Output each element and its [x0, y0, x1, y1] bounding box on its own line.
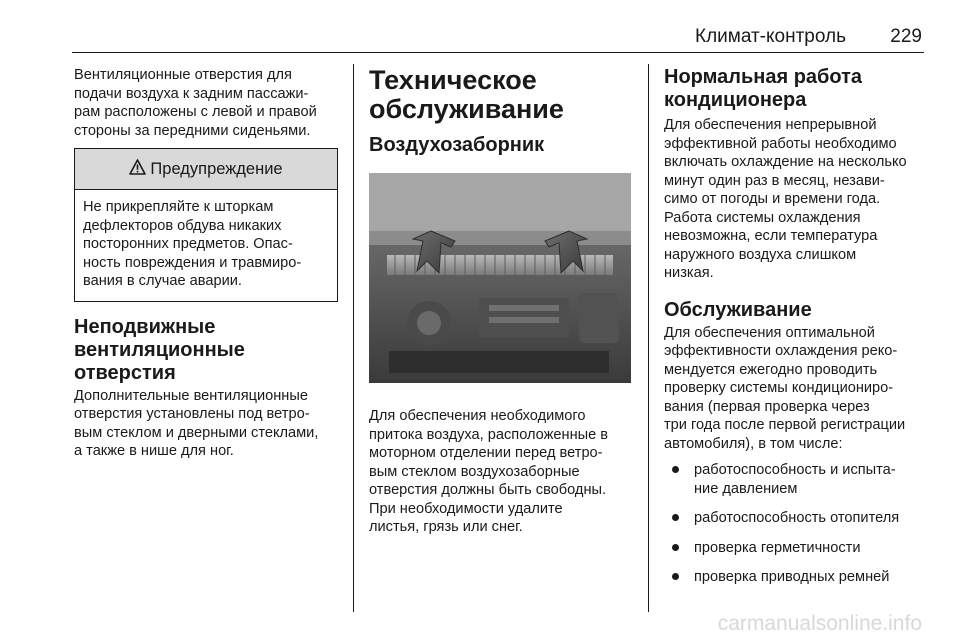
air-intake-heading: Воздухозаборник [369, 134, 545, 156]
normal-operation-heading: Нормальная работа кондиционера [664, 66, 863, 111]
bullet-dot-icon [672, 573, 679, 580]
column-divider-right [648, 64, 649, 612]
rear-vents-paragraph: Вентиляционные отверстия для подачи воздуха к задним пассажи- рам расположены с левой и правой стороны за передними сиденьями. [74, 67, 317, 139]
list-item: работоспособность отопителя [664, 509, 926, 528]
column-divider-left [353, 64, 354, 612]
maintenance-heading: Техническое обслуживание [369, 65, 564, 124]
watermark: carmanualsonline.info [717, 612, 922, 635]
column-3 [664, 66, 926, 598]
fixed-vents-heading: Неподвижные вентиляционные отверстия [74, 315, 245, 384]
page-header [72, 0, 924, 53]
service-checklist [664, 461, 926, 587]
warning-text: Не прикрепляйте к шторкам дефлекторов обдува никаких посторонних предметов. Опас- ность повреждения и травмиро- вания в случае аварии. [83, 199, 302, 289]
list-item: работоспособность и испыта- ние давлением [664, 461, 926, 498]
bullet-dot-icon [672, 466, 679, 473]
list-item: проверка приводных ремней [664, 568, 926, 587]
warning-box [74, 148, 338, 302]
page-number: 229 [890, 26, 922, 47]
bullet-dot-icon [672, 544, 679, 551]
service-heading: Обслуживание [664, 298, 812, 321]
bullet-dot-icon [672, 514, 679, 521]
normal-operation-paragraph: Для обеспечения непрерывной эффективной работы необходимо включать охлаждение на несколько минут один раз в месяц, незави- симо от погоды и времени года. Работа системы охлаждения невозможна, если температура наружного воздуха слишком низкая. [664, 117, 907, 281]
warning-header [75, 149, 337, 190]
column-2 [369, 66, 634, 537]
fixed-vents-paragraph: Дополнительные вентиляционные отверстия установлены под ветро- вым стеклом и дверными стеклами, а также в нише для ног. [74, 387, 319, 459]
air-intake-paragraph: Для обеспечения необходимого притока воздуха, расположенные в моторном отделении перед ветро- вым стеклом воздухозаборные отверстия должны быть свободны. При необходимости удалите листья, грязь или снег. [369, 408, 609, 535]
warning-title: Предупреждение [150, 159, 283, 178]
service-paragraph: Для обеспечения оптимальной эффективности охлаждения реко- мендуется ежегодно проводить проверку системы кондициониро- вания (первая проверка через три года после первой регистрации автомобиля), в том числе: [664, 324, 906, 452]
column-1 [74, 66, 344, 461]
chapter-title: Климат-контроль [695, 26, 846, 47]
warning-triangle-icon [129, 159, 146, 180]
warning-body [75, 190, 337, 301]
list-item: проверка герметичности [664, 539, 926, 558]
engine-bay-photo [369, 173, 631, 383]
